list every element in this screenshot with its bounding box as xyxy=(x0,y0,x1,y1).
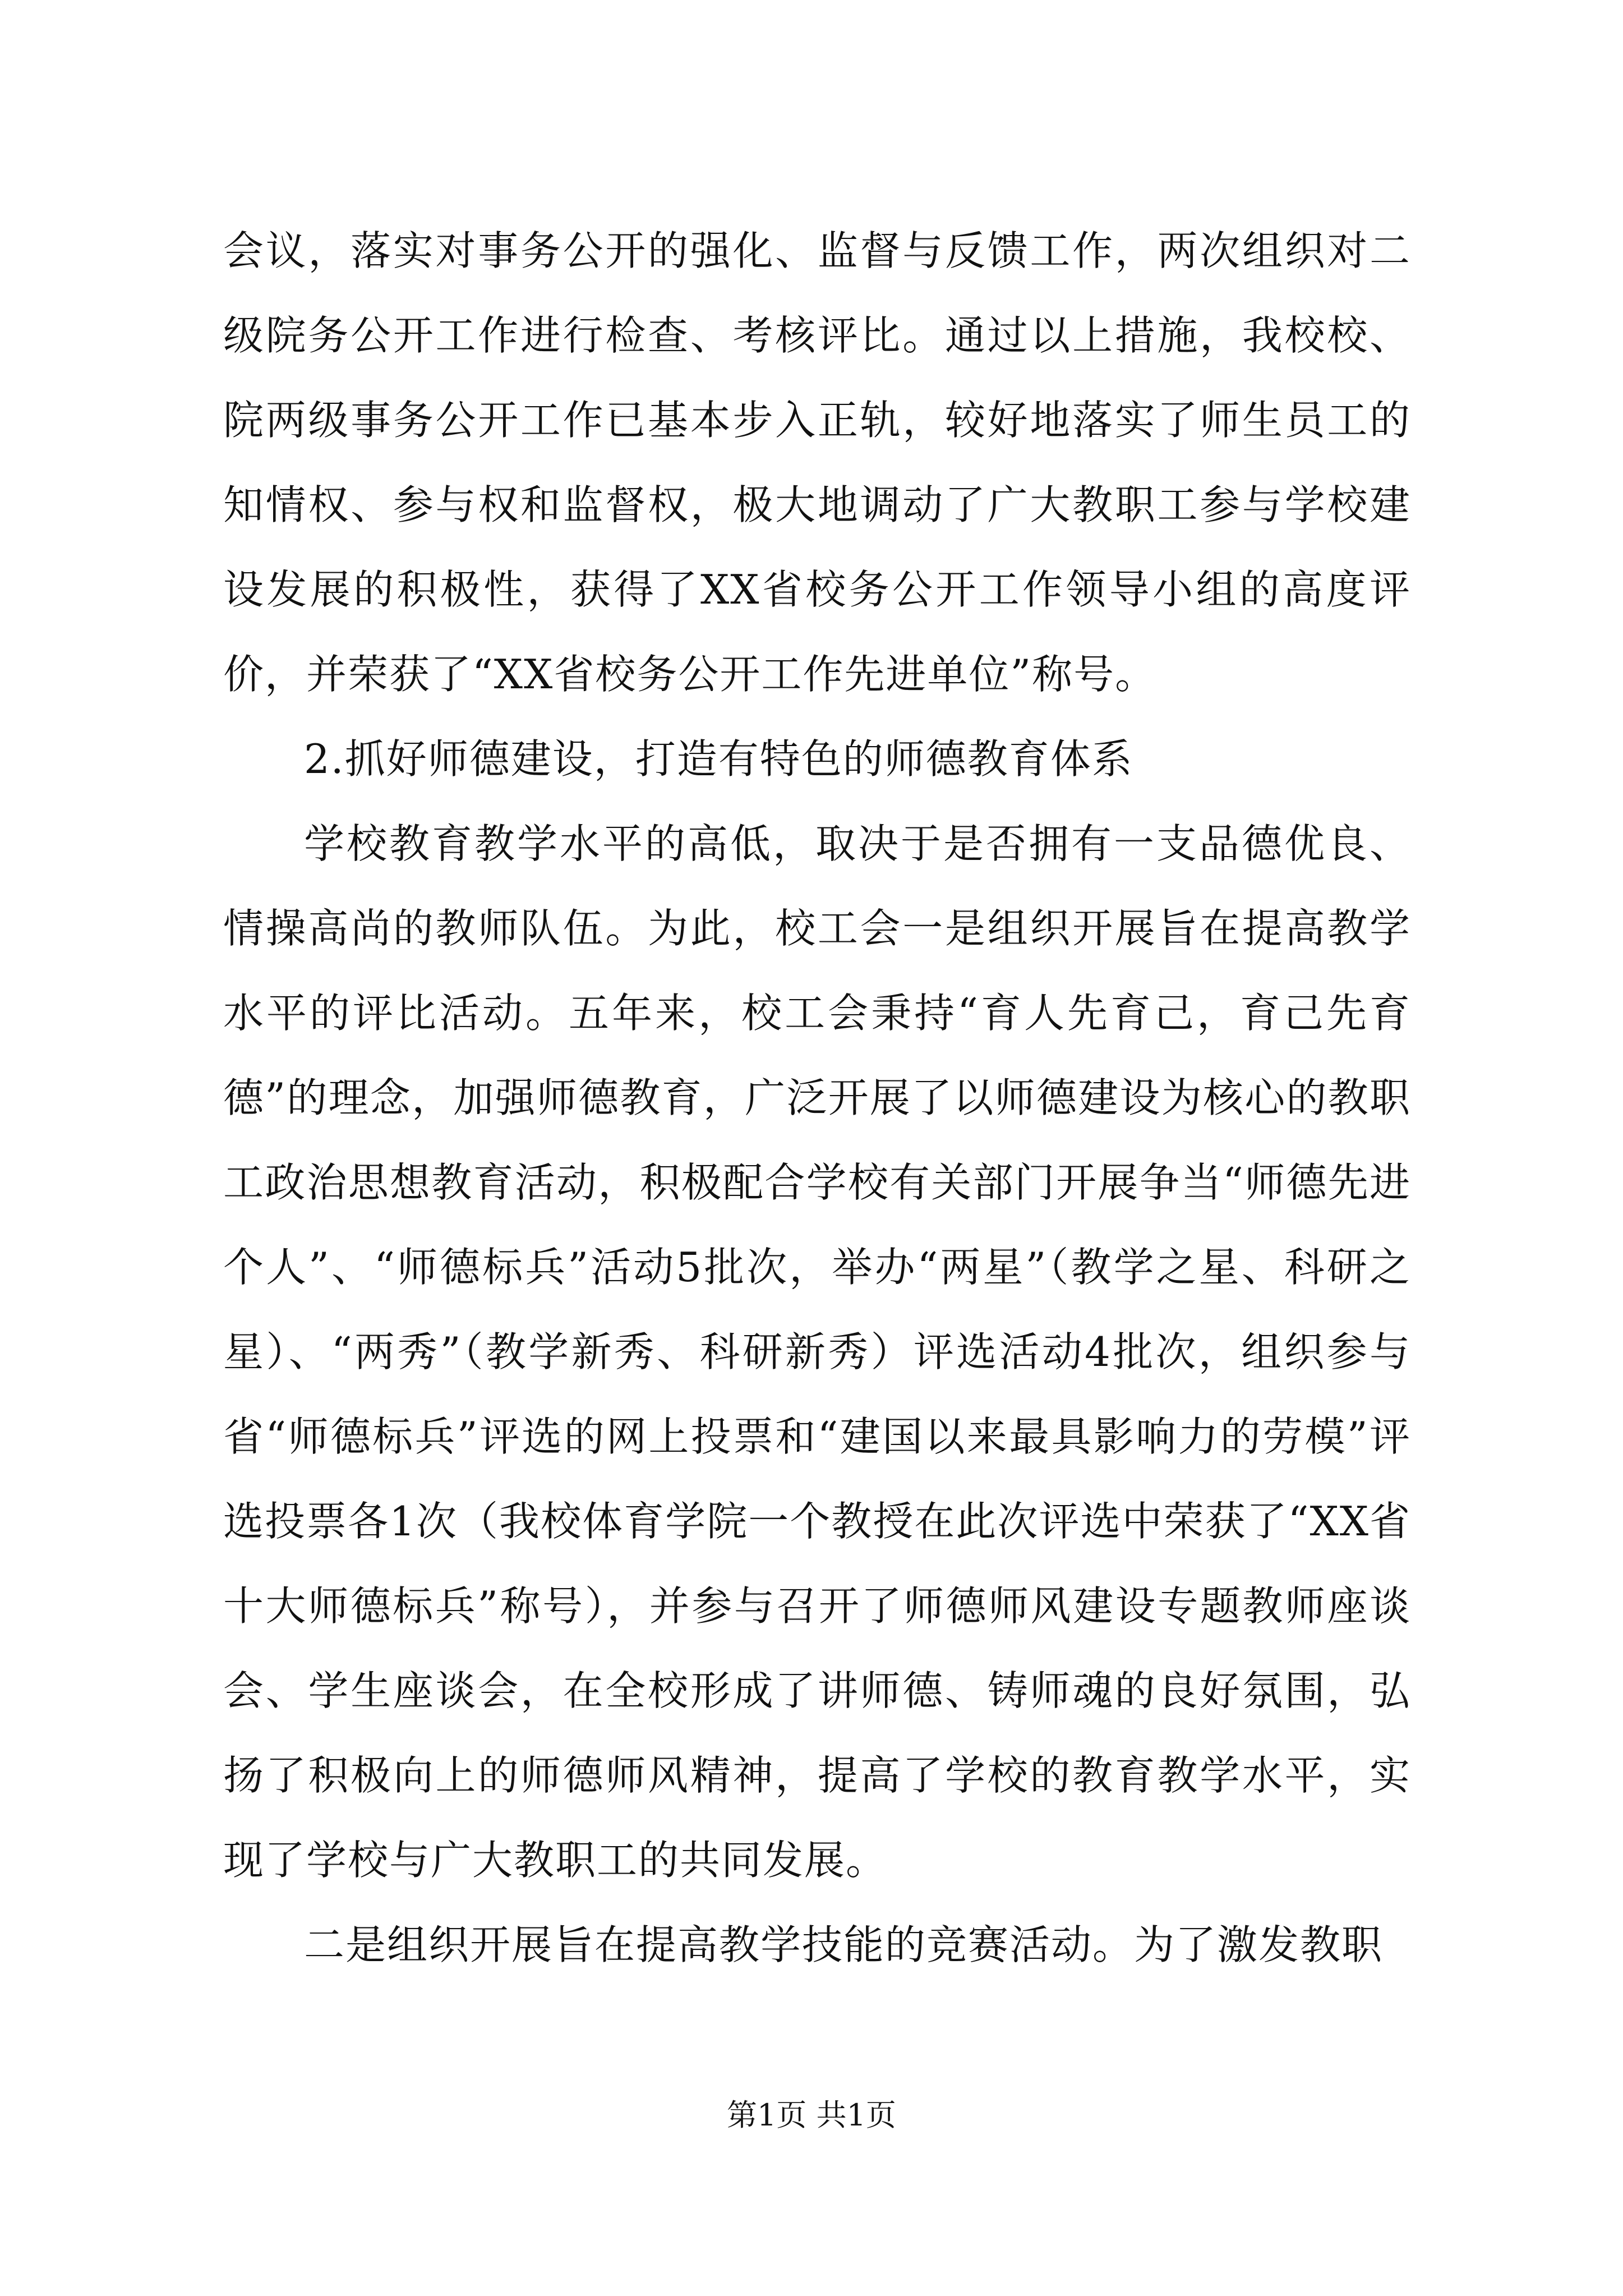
paragraph-continuation: 会议，落实对事务公开的强化、监督与反馈工作，两次组织对二级院务公开工作进行检查、考核评比。通过以上措施，我校校、院两级事务公开工作已基本步入正轨，较好地落实了师生员工的知情权、参与权和监督权，极大地调动了广大教职工参与学校建设发展的积极性，获得了XX省校务公开工作领导小组的高度评价，并荣获了“XX省校务公开工作先进单位”称号。 xyxy=(223,227,1411,698)
section-heading: 2.抓好师德建设，打造有特色的师德教育体系 xyxy=(304,735,1133,783)
document-body xyxy=(223,209,1411,1987)
page-number-footer: 第1页 共1页 xyxy=(727,2097,896,2133)
paragraph-teacher-ethics: 学校教育教学水平的高低，取决于是否拥有一支品德优良、情操高尚的教师队伍。为此，校工会一是组织开展旨在提高教学水平的评比活动。五年来，校工会秉持“育人先育己，育己先育德”的理念，加强师德教育，广泛开展了以师德建设为核心的教职工政治思想教育活动，积极配合学校有关部门开展争当“师德先进个人”、“师德标兵”活动5批次，举办“两星”（教学之星、科研之星）、“两秀”（教学新秀、科研新秀）评选活动4批次，组织参与省“师德标兵”评选的网上投票和“建国以来最具影响力的劳模”评选投票各1次（我校体育学院一个教授在此次评选中荣获了“XX省十大师德标兵”称号），并参与召开了师德师风建设专题教师座谈会、学生座谈会，在全校形成了讲师德、铸师魂的良好氛围，弘扬了积极向上的师德师风精神，提高了学校的教育教学水平，实现了学校与广大教职工的共同发展。 xyxy=(223,820,1411,1884)
paragraph-skills-competition: 二是组织开展旨在提高教学技能的竞赛活动。为了激发教职 xyxy=(304,1921,1384,1968)
